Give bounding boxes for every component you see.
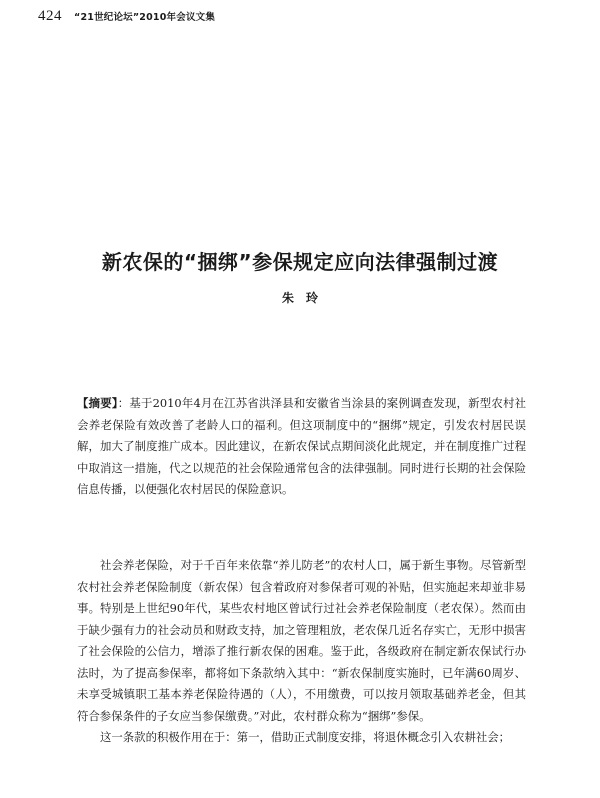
abstract-label: 【摘要】 xyxy=(77,396,118,410)
journal-title: “21世纪论坛”2010年会议文集 xyxy=(74,12,216,23)
body-text xyxy=(77,555,526,749)
abstract xyxy=(77,393,526,501)
page-number: 424 xyxy=(38,8,62,24)
body-paragraph: 这一条款的积极作用在于：第一，借助正式制度安排，将退休概念引入农耕社会； xyxy=(100,730,511,744)
abstract-text: ：基于2010年4月在江苏省洪泽县和安徽省当涂县的案例调查发现，新型农村社会养老保险有效改善了老龄人口的福利。但这项制度中的“捆绑”规定，引发农村居民误解，加大了制度推广成本。因此建议，在新农保试点期间淡化此规定，并在制度推广过程中取消这一措施，代之以规范的社会保险通常包含的法律强制。同时进行长期的社会保险信息传播，以便强化农村居民的保险意识。 xyxy=(77,396,526,496)
running-header xyxy=(38,8,215,25)
body-paragraph: 社会养老保险，对于千百年来依靠“养儿防老”的农村人口，属于新生事物。尽管新型农村社会养老保险制度（新农保）包含着政府对参保者可观的补贴，但实施起来却並非易事。特别是上世纪90年代，某些农村地区曾试行过社会养老保险制度（老农保）。然而由于缺少强有力的社会动员和财政支持，加之管理粗放，老农保几近名存实亡，无形中损害了社会保险的公信力，增添了推行新农保的困难。鉴于此，各级政府在制定新农保试行办法时，为了提高参保率，都将如下条款纳入其中：“新农保制度实施时，已年满60周岁、未享受城镇职工基本养老保险待遇的（人），不用缴费，可以按月领取基础养老金，但其符合参保条件的子女应当参保缴费。”对此，农村群众称为“捆绑”参保。 xyxy=(77,558,526,723)
author-name: 朱玲 xyxy=(281,291,330,305)
article-title: 新农保的“捆绑”参保规定应向法律强制过渡 xyxy=(101,250,499,275)
